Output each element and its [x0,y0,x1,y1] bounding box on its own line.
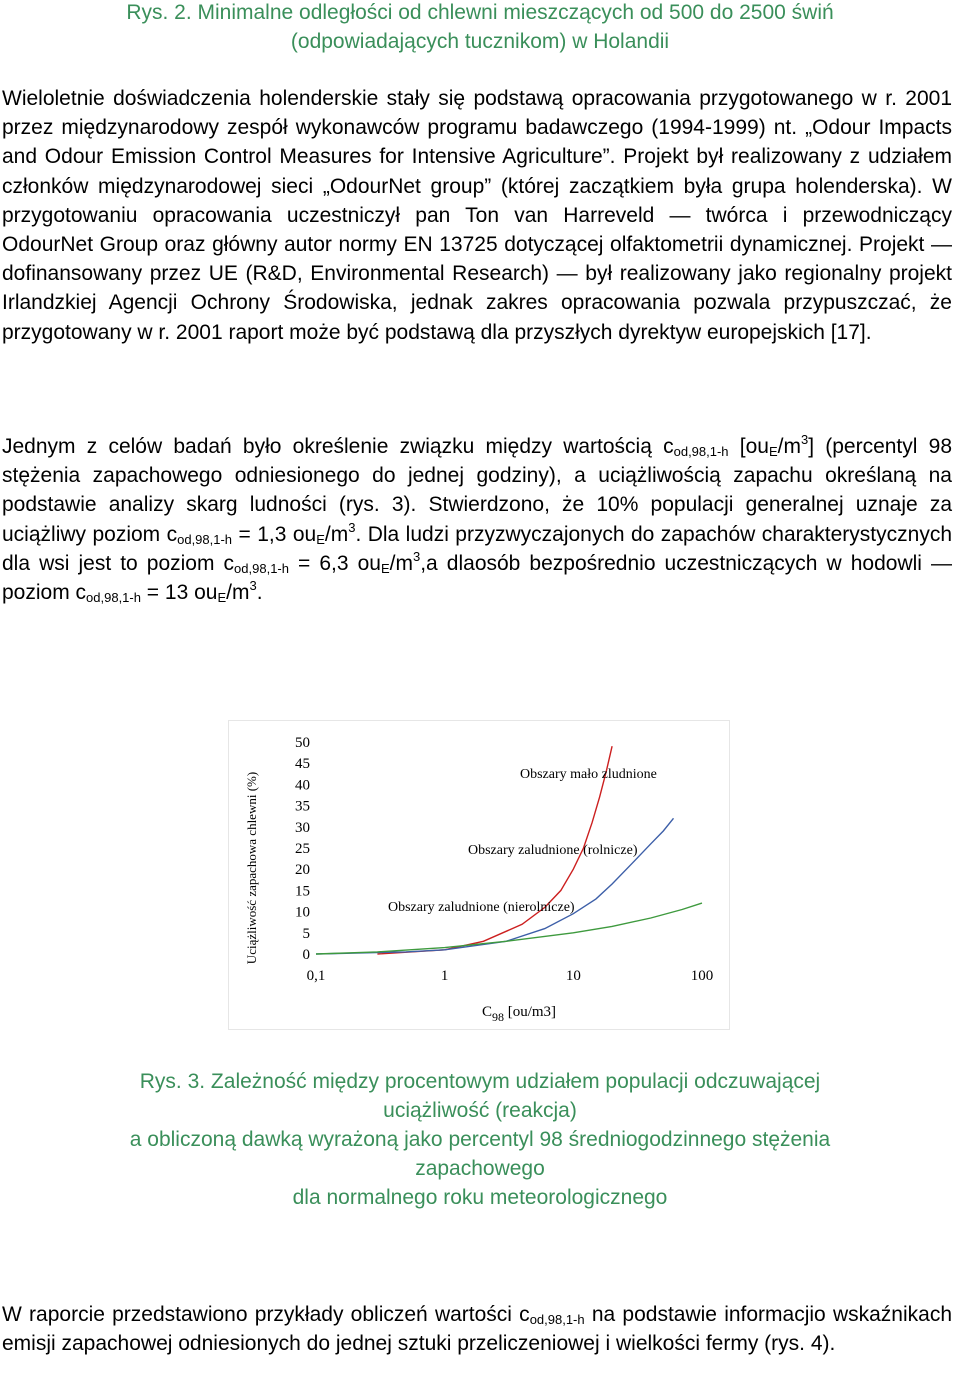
y-axis-label: Uciążliwość zapachowa chlewni (%) [244,771,259,965]
figure-2-caption-line-2: (odpowiadających tucznikom) w Holandii [290,30,670,53]
figure-3-caption-line-3: a obliczoną dawką wyrażoną jako percentyl 98 średniogodzinnego stężenia [129,1128,831,1151]
x-axis-label-main: C [481,1004,492,1020]
subscript: E [217,590,227,606]
figure-2-caption-line-1: Rys. 2. Minimalne odległości od chlewni mieszczących od 500 do 2500 świń [126,1,834,24]
figure-2-caption [0,0,960,56]
y-tick-label: 15 [295,883,310,900]
x-tick-label: 10 [565,968,581,984]
subscript: od,98,1-h [529,1312,585,1327]
subscript: E [380,560,390,576]
subscript: E [316,531,325,547]
text-run: . Dla ludzi przyzwyczajonych do zapachów charakterystycznych dla wsi jest to poziom c [2,522,952,575]
figure-3-caption [0,1067,960,1212]
text-run: . [256,581,263,605]
figure-3-caption-line-5: dla normalnego roku meteorologicznego [292,1186,668,1209]
y-tick-label: 5 [302,925,310,942]
superscript: 3 [348,519,356,535]
superscript: 3 [249,578,257,594]
y-tick-label: 20 [295,862,310,879]
series-label: Obszary zaludnione (rolnicze) [468,843,638,858]
figure-3-caption-line-2: uciążliwość (reakcja) [383,1099,577,1122]
paragraph-1: Wieloletnie doświadczenia holenderskie stały się podstawą opracowania przygotowanego w r. 2001 przez międzynarodowy zespół wykonawców programu badawczego (1994-1999) nt. „Odour Impacts and Odour Emission Control Measures for Intensive Agriculture”. Projekt był realizowany z udziałem członków międzynarodowej sieci „OdourNet group” (której zaczątkiem była grupa holenderska). W przygotowaniu opracowania uczestniczył pan Ton van Harreveld — twórca i przewodniczący OdourNet Group oraz główny autor normy EN 13725 dotyczącej olfaktometrii dynamicznej. Projekt — dofinansowany przez UE (R&D, Environmental Research) — był realizowany jako regionalny projekt Irlandzkiej Agencji Ochrony Środowiska, jednak zakres opracowania pozwala przypuszczać, że przygotowany w r. 2001 raport może być podstawą dla przyszłych dyrektyw europejskich [17]. [2,87,952,344]
y-tick-label: 50 [295,735,310,751]
text-run: = 13 ou [140,581,218,605]
superscript: 3 [412,548,421,564]
paragraph-3 [2,1300,952,1358]
x-tick-label: 0,1 [306,968,326,984]
subscript: od,98,1-h [234,560,289,576]
subscript: E [768,444,778,459]
x-tick-label: 1 [440,968,449,984]
x-tick-label: 100 [690,968,714,984]
y-tick-label: 45 [295,756,310,773]
x-axis-label-sub: 98 [491,1010,504,1024]
subscript: od,98,1-h [177,531,233,547]
annoyance-chart [228,720,730,1030]
text-run: = 1,3 ou [232,522,317,546]
text-run: /m [389,551,413,575]
text-run: ,a dlaosób bezpośrednio uczestniczących w hodowli — poziom c [2,551,953,605]
series-label: Obszary mało zludnione [520,767,657,782]
text-run: /m [324,522,349,546]
text-run: [ou [728,435,769,458]
paragraph-2 [2,432,952,607]
superscript: 3 [800,432,809,447]
x-axis-label-unit: [ou/m3] [503,1004,557,1020]
subscript: od,98,1-h [673,444,729,459]
y-tick-label: 40 [295,777,310,794]
figure-3-caption-line-1: Rys. 3. Zależność między procentowym udziałem populacji odczuwającej [139,1070,821,1093]
text-run: ] (percentyl 98 stężenia zapachowego odniesionego do jednej godziny), a uciążliwością zapachu określaną na podstawie analizy skarg ludności (rys. 3). Stwierdzono, że 10% populacji generalnej uznaje za uciążliwy poziom c [2,435,952,546]
figure-3-caption-line-4: zapachowego [415,1157,545,1180]
text-run: /m [777,435,801,458]
y-tick-label: 35 [295,798,310,815]
series-label: Obszary zaludnione (nierolnicze) [388,900,575,915]
y-tick-label: 25 [295,841,310,857]
y-tick-label: 0 [302,947,310,963]
text-run: = 6,3 ou [288,551,381,575]
text-run: Jednym z celów badań było określenie związku między wartością c [2,435,674,458]
text-run: na podstawie informacjio wskaźnikach emisji zapachowej odniesionych do jednej sztuki przeliczeniowej i wielkości fermy (rys. 4). [2,1303,953,1356]
subscript: od,98,1-h [86,590,141,606]
text-run: /m [226,581,250,605]
y-tick-label: 10 [295,904,310,921]
y-tick-label: 30 [295,819,310,836]
text-run: W raporcie przedstawiono przykłady obliczeń wartości c [2,1303,530,1326]
